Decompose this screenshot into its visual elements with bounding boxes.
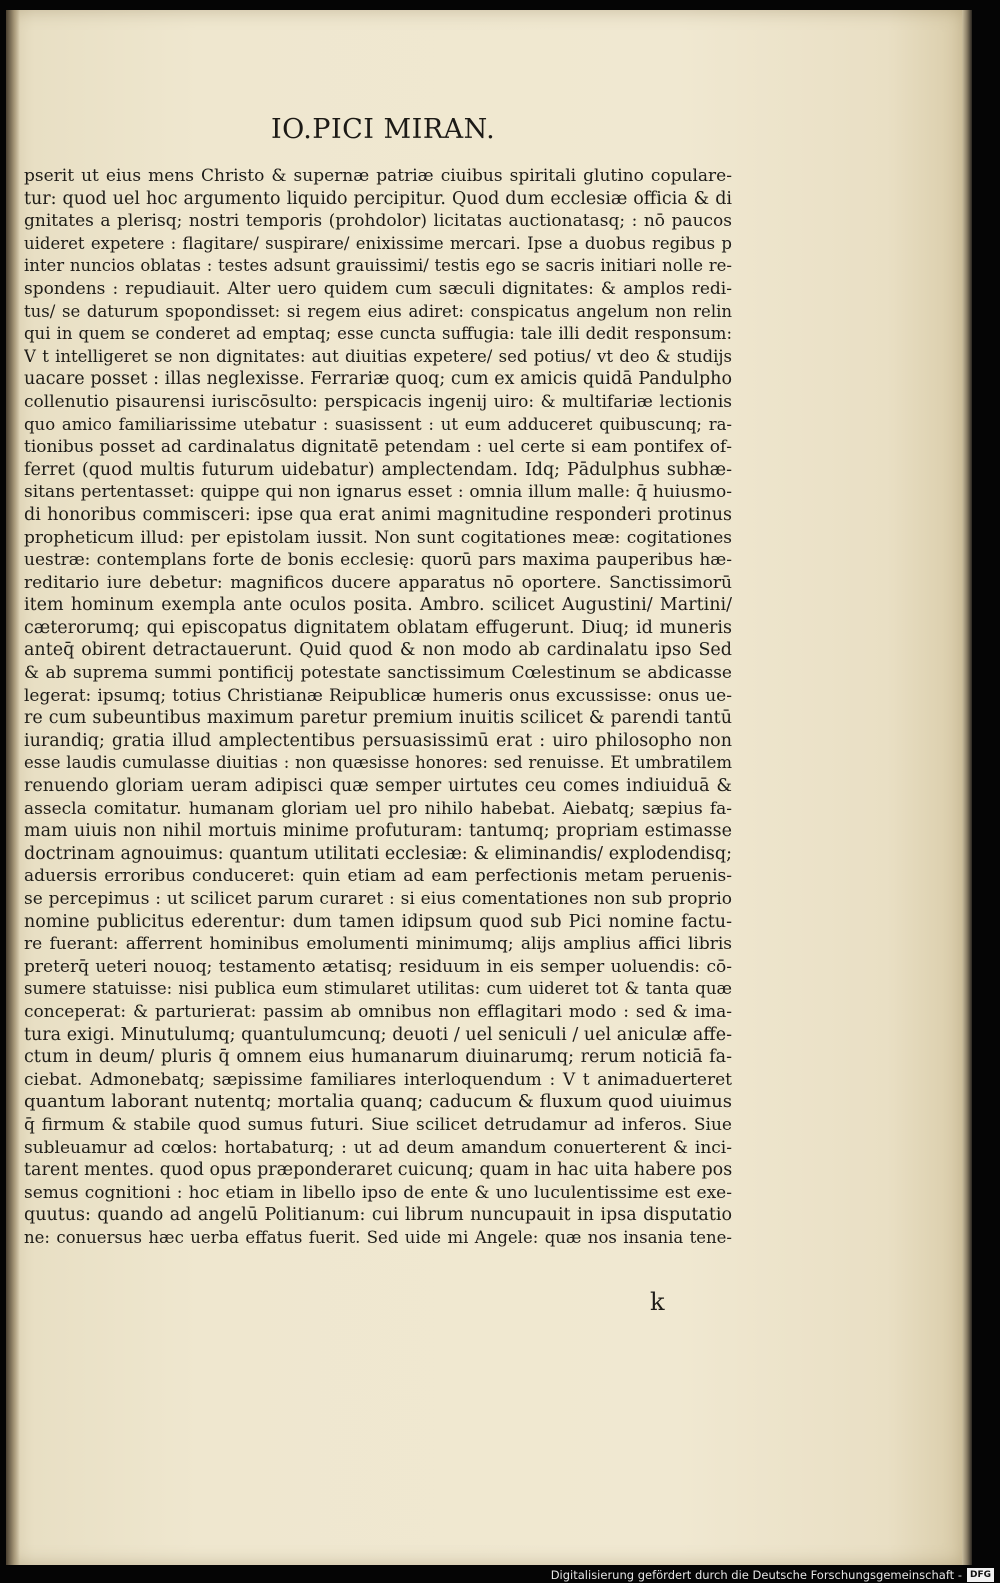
text-line: aduersis erroribus conduceret: quin etiam ad eam perfectionis metam peruenis‑ [24,866,732,887]
text-line: subleuamur ad cœlos: hortabaturq; : ut ad deum amandum conuerterent & inci‑ [24,1137,732,1158]
page-edge [962,10,972,1565]
text-line: item hominum exempla ante oculos posita. Ambro. scilicet Augustini/ Martini/ [24,595,732,616]
signature-mark: k [650,1288,665,1316]
text-line: iurandiq; gratia illud amplectentibus persuasissimū erat : uiro philosopho non [24,730,732,751]
text-line: ferret (quod multis futurum uidebatur) amplectendam. Idq; Pādulphus subhæ‑ [24,459,732,480]
text-line: quo amico familiarissime utebatur : suasissent : ut eum adduceret quibuscunq; ra‑ [24,414,732,434]
text-line: se percepimus : ut scilicet parum curaret : si eius comentationes non sub proprio [24,889,732,909]
text-line: semus cognitioni : hoc etiam in libello ipso de ente & uno luculentissime est exe‑ [24,1182,732,1203]
text-line: cæterorumq; qui episcopatus dignitatem oblatam effugerunt. Diuq; id muneris [24,617,732,638]
text-line: sumere statuisse: nisi publica eum stimularet utilitas: cum uideret tot & tanta quæ [24,979,732,999]
text-line: inter nuncios oblatas : testes adsunt grauissimi/ testis ego se sacris initiari nolle re‑ [24,256,732,276]
text-line: propheticum illud: per epistolam iussit. Non sunt cogitationes meæ: cogitationes [24,527,732,548]
body-text [24,165,732,1250]
book-page [6,10,964,1565]
text-line: re cum subeuntibus maximum paretur premium inuitis scilicet & parendi tantū [24,708,732,729]
funding-notice: Digitalisierung gefördert durch die Deutsche Forschungsgemeinschaft - [550,1567,962,1582]
text-line: & ab suprema summi pontificij potestate sanctissimum Cœlestinum se abdicasse [24,663,732,684]
text-line: quutus: quando ad angelū Politianum: cui librum nuncupauit in ipsa disputatio [24,1205,732,1226]
text-line: uacare posset : illas neglexisse. Ferrariæ quoq; cum ex amicis quidā Pandulpho [24,369,732,390]
text-line: uideret expetere : flagitare/ suspirare/ enixissime mercari. Ipse a duobus regibus p [24,233,732,253]
text-line: qui in quem se conderet ad emptaq; esse cuncta suffugia: tale illi dedit responsum: [24,324,732,344]
text-line: renuendo gloriam ueram adipisci quæ semper uirtutes ceu comes indiuiduā & [24,776,732,797]
text-line: tarent mentes. quod opus præponderaret cuicunq; quam in hac uita habere pos [24,1160,732,1181]
text-line: q̄ firmum & stabile quod sumus futuri. Siue scilicet detrudamur ad inferos. Siue [24,1114,732,1135]
text-line: tus/ se daturum spopondisset: si regem eius adiret: conspicatus angelum non relin [24,301,732,321]
text-line: mam uiuis non nihil mortuis minime profuturam: tantumq; propriam estimasse [24,821,732,842]
funding-footer [551,1566,994,1583]
text-line: re fuerant: afferrent hominibus emolumenti minimumq; alijs amplius affici libris [24,934,732,955]
text-line: ciebat. Admonebatq; sæpissime familiares interloquendum : V t animaduerteret [24,1069,732,1090]
text-line: tionibus posset ad cardinalatus dignitatē petendam : uel certe si eam pontifex of‑ [24,437,732,458]
text-line: uestræ: contemplans forte de bonis ecclesię: quorū pars maxima pauperibus hæ‑ [24,550,732,571]
text-line: conceperat: & parturierat: passim ab omnibus non efflagitari modo : sed & ima‑ [24,1001,732,1022]
text-line: ctum in deum/ pluris q̄ omnem eius humanarum diuinarumq; rerum noticiā fa‑ [24,1047,732,1068]
text-line: esse laudis cumulasse diuitias : non quæsisse honores: sed renuisse. Et umbratilem [24,753,732,773]
text-line: legerat: ipsumq; totius Christianæ Reipublicæ humeris onus excussisse: onus ue‑ [24,685,732,706]
dfg-logo: DFG [967,1568,994,1582]
text-line: V t intelligeret se non dignitates: aut diuitias expetere/ sed potius/ vt deo & studijs [24,346,732,366]
text-line: doctrinam agnouimus: quantum utilitati ecclesiæ: & eliminandis/ explodendisq; [24,843,732,864]
text-line: preterq̄ ueteri nouoq; testamento ætatisq; residuum in eis semper uoluendis: cō‑ [24,956,732,977]
text-line: nomine publicitus ederentur: dum tamen idipsum quod sub Pici nomine factu‑ [24,911,732,932]
text-line: tura exigi. Minutulumq; quantulumcunq; deuoti / uel seniculi / uel aniculæ affe‑ [24,1024,732,1045]
text-line: pserit ut eius mens Christo & supernæ patriæ ciuibus spiritali glutino copulare‑ [24,166,732,186]
text-line: quantum laborant nutentq; mortalia quanq; caducum & fluxum quod uiuimus [24,1091,732,1113]
text-line: sitans pertentasset: quippe qui non ignarus esset : omnia illum malle: q̄ huiusmo‑ [24,482,732,503]
text-line: collenutio pisaurensi iuriscōsulto: perspicacis ingenij uiro: & multifariæ lectionis [24,391,732,412]
text-line: reditario iure debetur: magnificos ducere apparatus nō oportere. Sanctissimorū [24,572,732,593]
text-line: spondens : repudiauit. Alter uero quidem cum sæculi dignitates: & amplos redi‑ [24,278,732,299]
text-line: tur: quod uel hoc argumento liquido percipitur. Quod dum ecclesiæ officia & di [24,188,732,209]
running-head: IO.PICI MIRAN. [271,114,496,145]
text-line: gnitates a plerisq; nostri temporis (prohdolor) licitatas auctionatasq; : nō paucos [24,211,732,232]
text-line: ne: conuersus hæc uerba effatus fuerit. Sed uide mi Angele: quæ nos insania tene‑ [24,1227,732,1247]
text-line: assecla comitatur. humanam gloriam uel pro nihilo habebat. Aiebatq; sæpius fa‑ [24,798,732,819]
text-line: di honoribus commisceri: ipse qua erat animi magnitudine responderi protinus [24,504,732,525]
text-line: anteq̄ obirent detractauerunt. Quid quod & non modo ab cardinalatu ipso Sed [24,640,732,661]
